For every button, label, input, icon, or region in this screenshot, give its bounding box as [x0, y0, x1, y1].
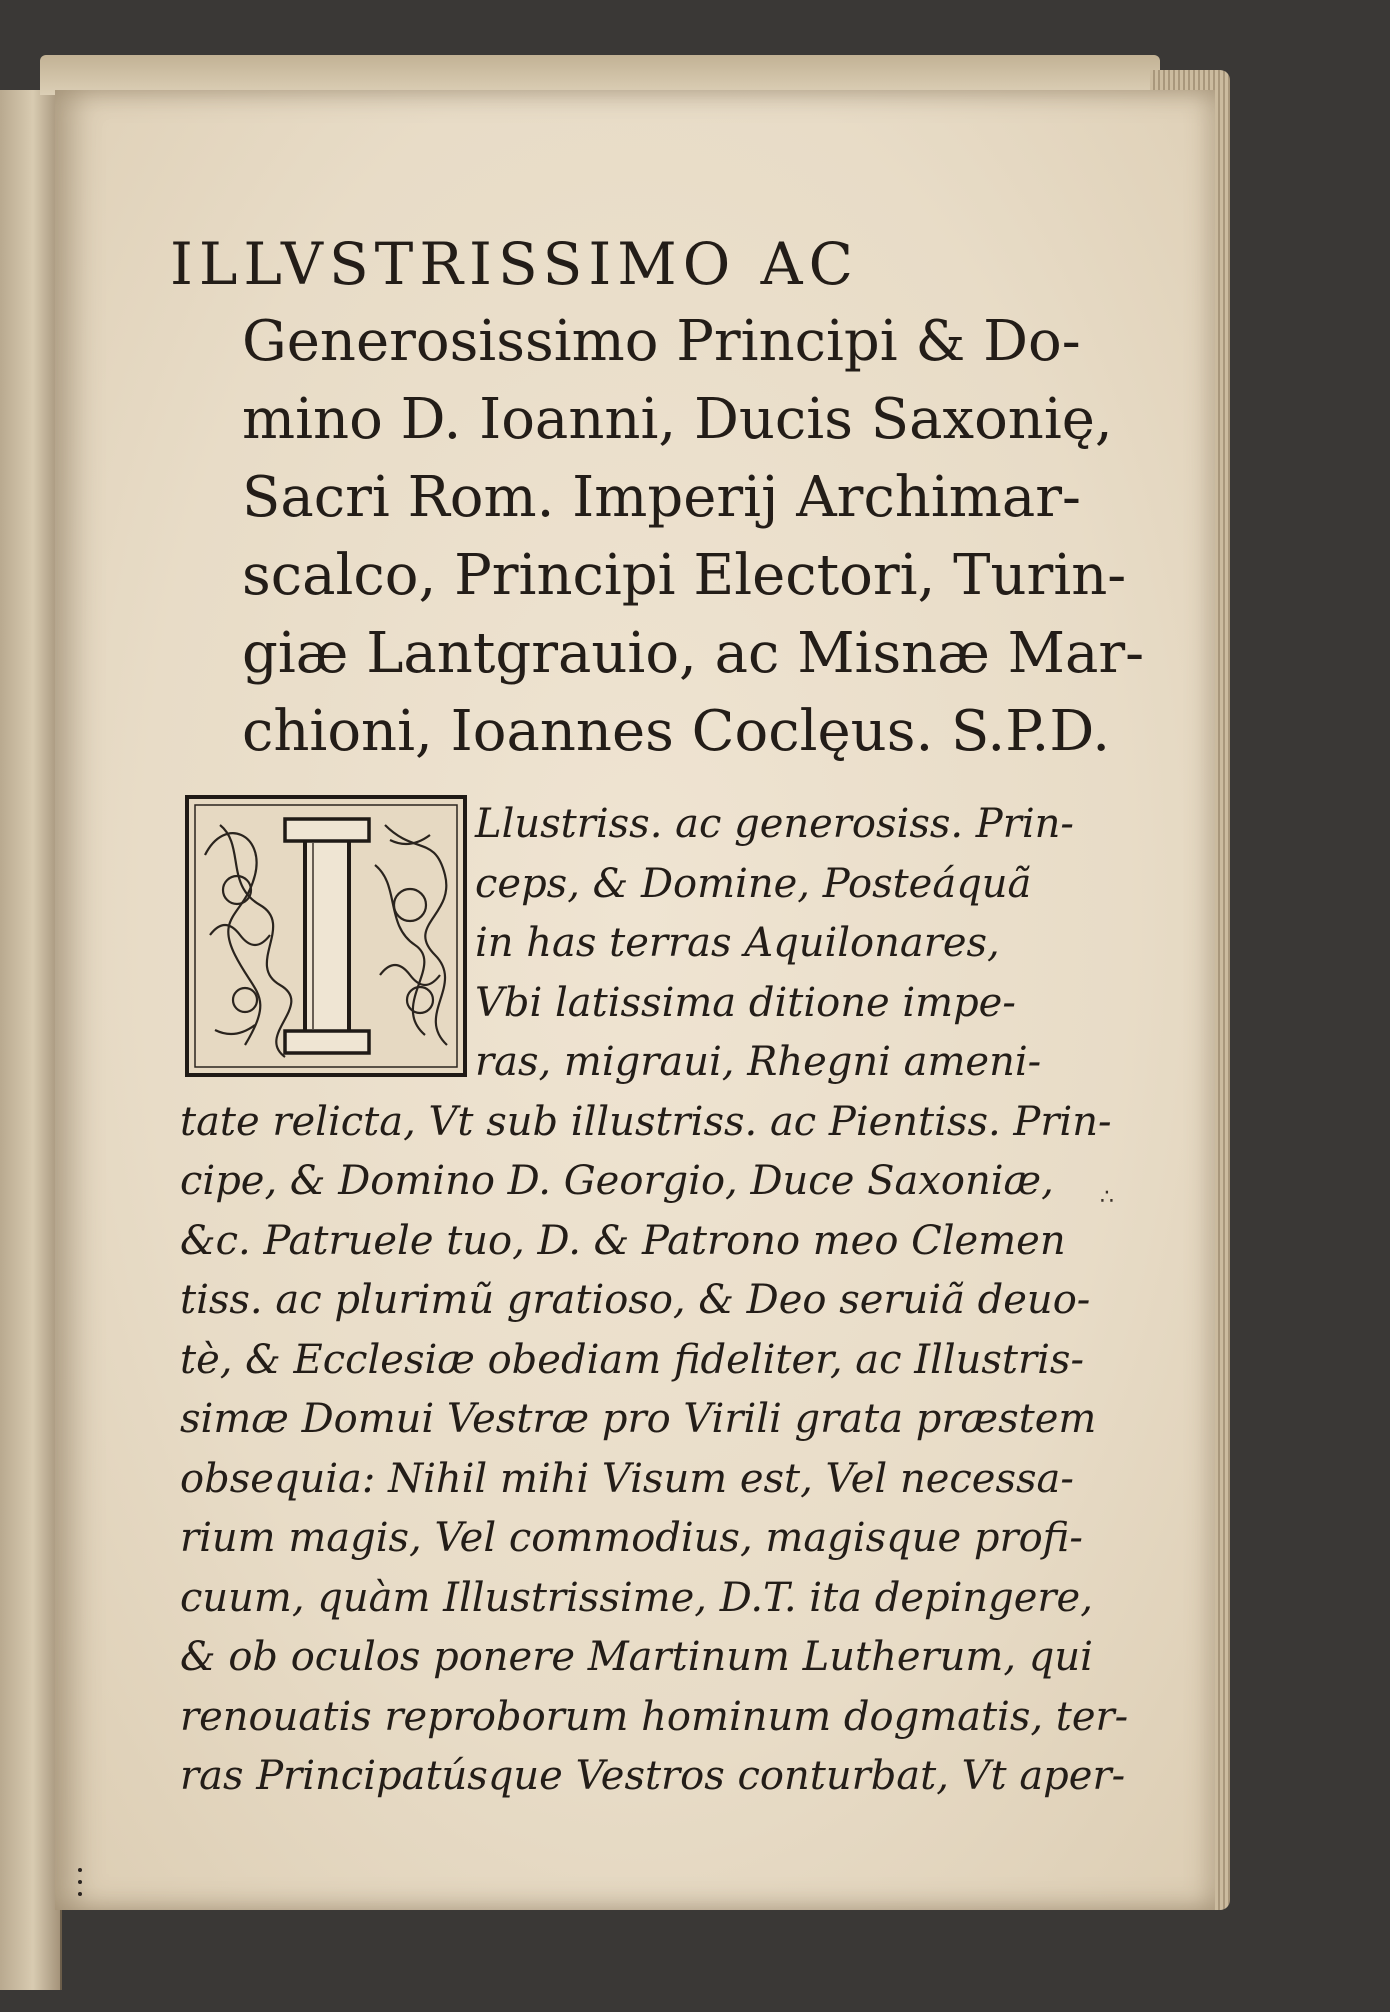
body-line: cuum, quàm Illustrissime, D.T. ita depingere, [180, 1574, 1093, 1621]
body-line: rium magis, Vel commodius, magisque profi- [180, 1515, 1083, 1561]
body-line: in has terras Aquilonares, [475, 920, 1000, 966]
margin-dots [78, 1860, 98, 1940]
dedication-heading [170, 225, 1145, 771]
body-line: tate relicta, Vt sub illustriss. ac Pientiss. Prin- [180, 1098, 1112, 1145]
page-top-edge [40, 55, 1160, 95]
body-text [180, 795, 1129, 1807]
body-line: ras, migraui, Rhegni ameni- [475, 1039, 1042, 1085]
body-line: Vbi latissima ditione impe- [475, 979, 1016, 1026]
dedication-line: Sacri Rom. Imperij Archimar- [242, 465, 1081, 530]
body-line: & ob oculos ponere Martinum Lutherum, qui [180, 1634, 1093, 1680]
body-line: tiss. ac plurimũ gratioso, & Deo seruiã deuo- [180, 1277, 1091, 1323]
left-page-edge [0, 90, 62, 1990]
dedication-line: ILLVSTRISSIMO AC [170, 230, 859, 298]
body-line: ceps, & Domine, Posteáquã [475, 860, 1032, 907]
dedication-line: Generosissimo Principi & Do- [242, 309, 1081, 374]
dedication-line: mino D. Ioanni, Ducis Saxonię, [242, 387, 1113, 452]
body-line: &c. Patruele tuo, D. & Patrono meo Clemen [180, 1217, 1066, 1264]
body-line: tè, & Ecclesiæ obediam fideliter, ac Illustris- [180, 1336, 1084, 1383]
dedication-line: giæ Lantgrauio, ac Misnæ Mar- [242, 621, 1145, 686]
dedication-line: chioni, Ioannes Coclęus. S.P.D. [242, 699, 1111, 764]
body-line: ras Principatúsque Vestros conturbat, Vt aper- [180, 1753, 1126, 1799]
body-line: cipe, & Domino D. Georgio, Duce Saxoniæ, [180, 1158, 1054, 1204]
body-line: obsequia: Nihil mihi Visum est, Vel necessa- [180, 1455, 1074, 1502]
body-line: simæ Domui Vestræ pro Virili grata præstem [180, 1396, 1097, 1442]
margin-mark: ∴ [1100, 1185, 1114, 1210]
body-line: Llustriss. ac generosiss. Prin- [475, 801, 1074, 847]
dedication-line: scalco, Principi Electori, Turin- [242, 543, 1127, 608]
body-line: renouatis reproborum hominum dogmatis, ter- [180, 1693, 1129, 1740]
